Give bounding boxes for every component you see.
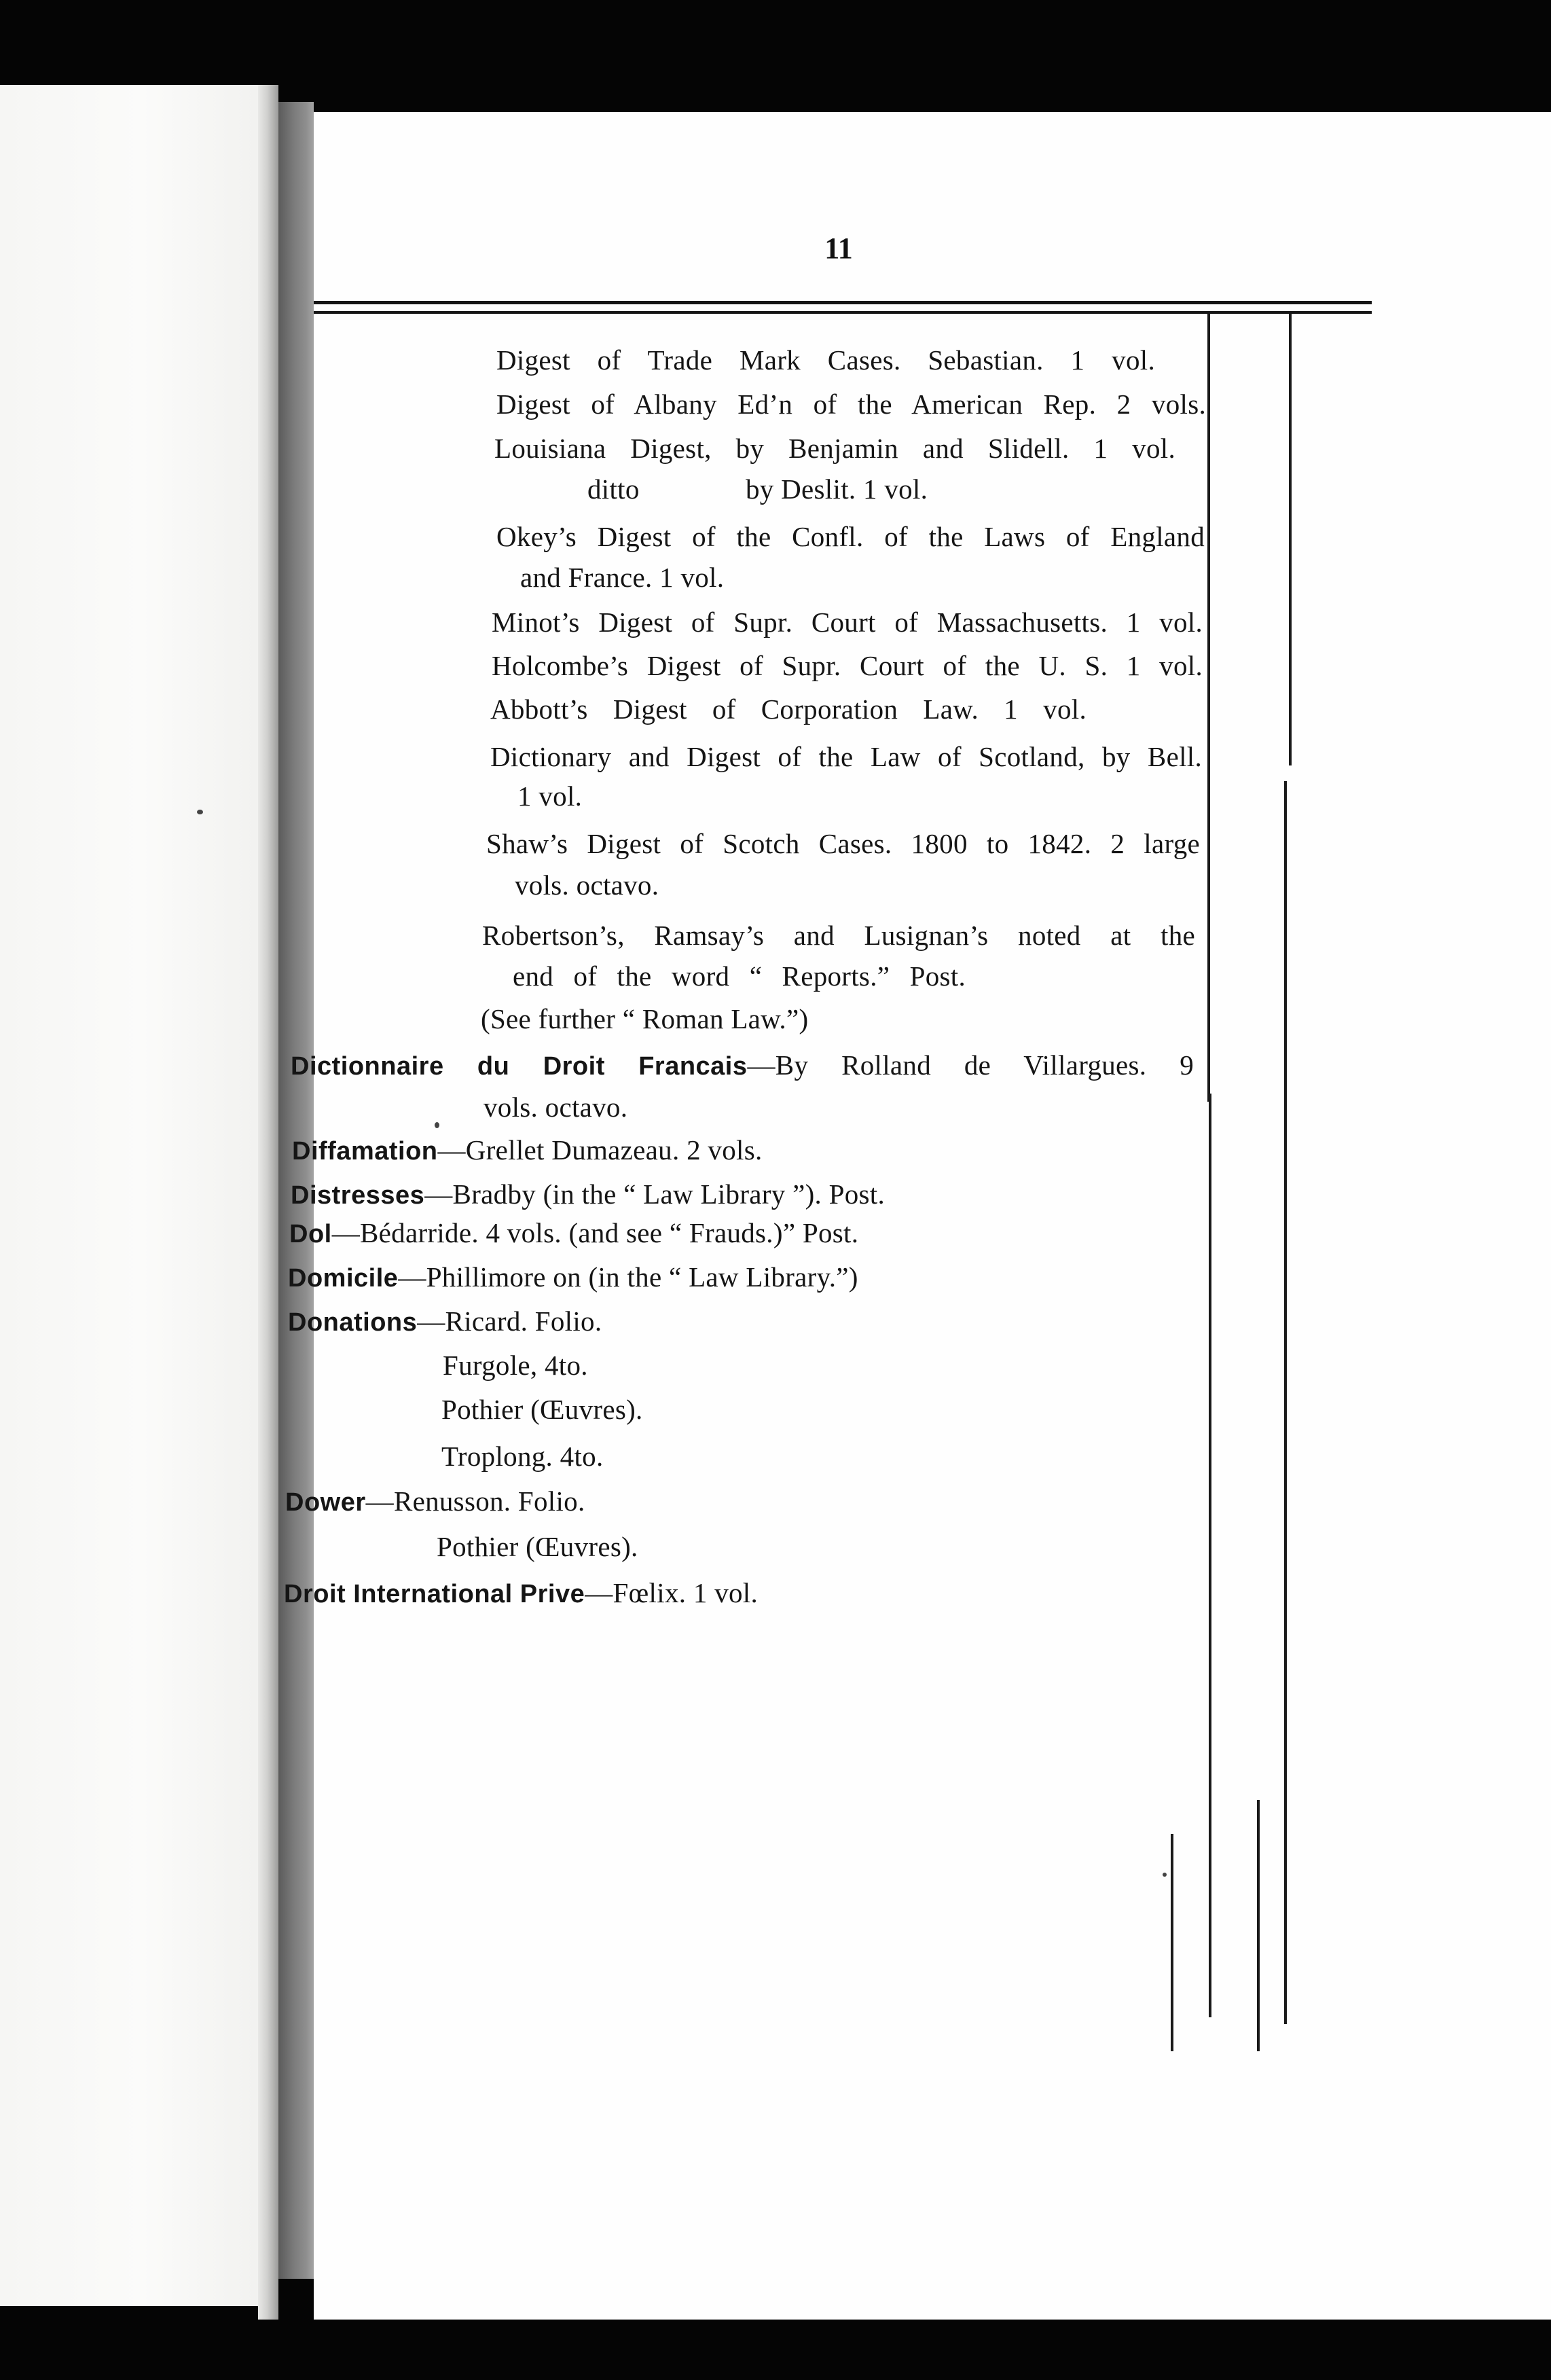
entry-text: Louisiana Digest, by Benjamin and Slidell. 1 vol. xyxy=(494,433,1175,464)
entry-text: end of the word “ Reports.” Post. xyxy=(513,960,966,992)
entry-heading: Domicile xyxy=(288,1264,399,1293)
entry-text: Digest of Trade Mark Cases. Sebastian. 1 vol. xyxy=(496,344,1155,376)
entry-text: —By Rolland de Villargues. 9 xyxy=(747,1049,1194,1081)
entry-heading: Diffamation xyxy=(292,1137,438,1166)
entry-text: Troplong. 4to. xyxy=(441,1441,604,1472)
entry-text: (See further “ Roman Law.”) xyxy=(481,1003,809,1034)
entry-text: vols. octavo. xyxy=(483,1092,628,1123)
entry-line xyxy=(492,609,1203,636)
entry-line xyxy=(481,1005,922,1033)
entry-heading: Dower xyxy=(285,1488,366,1517)
entry-line xyxy=(513,962,966,990)
entry-text: Robertson’s, Ramsay’s and Lusignan’s noted at the xyxy=(482,920,1195,951)
entry-line xyxy=(437,1533,742,1561)
entry-text: Minot’s Digest of Supr. Court of Massachusetts. 1 vol. xyxy=(492,607,1203,638)
entry-text: 1 vol. xyxy=(517,780,583,812)
entry-text: Digest of Albany Ed’n of the American Rep. 2 vols. xyxy=(496,389,1206,420)
entry-text: Okey’s Digest of the Confl. of the Laws of England xyxy=(496,521,1205,552)
entry-line xyxy=(492,652,1203,680)
entry-text: —Bradby (in the “ Law Library ”). Post. xyxy=(424,1178,886,1210)
entry-line xyxy=(486,830,1200,858)
entry-text: —Ricard. Folio. xyxy=(417,1305,602,1337)
entry-heading: Donations xyxy=(288,1308,418,1337)
entry-text: —Grellet Dumazeau. 2 vols. xyxy=(437,1134,763,1166)
entry-line xyxy=(291,1051,1194,1079)
entry-text: Dictionary and Digest of the Law of Scotland, by Bell. xyxy=(490,741,1202,772)
entry-line xyxy=(490,693,1087,725)
entry-text: vols. octavo. xyxy=(515,869,659,901)
entry-text: —Renusson. Folio. xyxy=(365,1485,585,1517)
entry-line xyxy=(496,523,1205,551)
entry-line xyxy=(482,922,1195,950)
entry-line xyxy=(284,1579,963,1607)
entry-line xyxy=(517,782,653,810)
entry-line xyxy=(441,1443,713,1471)
entry-line xyxy=(496,391,1206,418)
entry-line xyxy=(288,1263,1035,1291)
entry-text: —Phillimore on (in the “ Law Library.”) xyxy=(398,1261,858,1293)
entry-line xyxy=(285,1485,761,1517)
entry-text: Shaw’s Digest of Scotch Cases. 1800 to 1842. 2 large xyxy=(486,828,1200,859)
entry-lead: ditto xyxy=(587,473,640,505)
entry-heading: Dol xyxy=(289,1220,332,1248)
entry-text: Abbott’s Digest of Corporation Law. 1 vol. xyxy=(490,693,1087,725)
page-number: 11 xyxy=(824,232,853,265)
entry-text: —Fœlix. 1 vol. xyxy=(585,1577,759,1608)
entry-text: Furgole, 4to. xyxy=(443,1350,588,1381)
entry-line xyxy=(292,1136,903,1164)
entry-heading: Droit International Prive xyxy=(284,1580,585,1608)
entry-heading: Dictionnaire du Droit Francais xyxy=(291,1052,748,1081)
entry-text: Pothier (Œuvres). xyxy=(441,1394,643,1425)
entry-line xyxy=(587,475,1008,503)
entry-text: —Bédarride. 4 vols. (and see “ Frauds.)” Post. xyxy=(331,1217,859,1248)
entry-text: by Deslit. 1 vol. xyxy=(746,473,928,505)
entry-line xyxy=(288,1305,763,1337)
entry-line xyxy=(494,435,1175,463)
entry-line xyxy=(515,871,773,899)
entry-line xyxy=(441,1396,747,1424)
entry-line xyxy=(520,564,833,592)
entry-line xyxy=(496,346,1155,374)
entry-heading: Distresses xyxy=(291,1181,425,1210)
entry-text: Pothier (Œuvres). xyxy=(437,1531,638,1562)
entry-text: Holcombe’s Digest of Supr. Court of the U. S. 1 vol. xyxy=(492,650,1203,681)
entry-line xyxy=(291,1180,1038,1208)
entry-line xyxy=(443,1352,714,1380)
entry-line xyxy=(490,743,1202,771)
entry-line xyxy=(483,1094,742,1121)
entry-text: and France. 1 vol. xyxy=(520,562,725,593)
entry-line xyxy=(289,1219,1036,1247)
